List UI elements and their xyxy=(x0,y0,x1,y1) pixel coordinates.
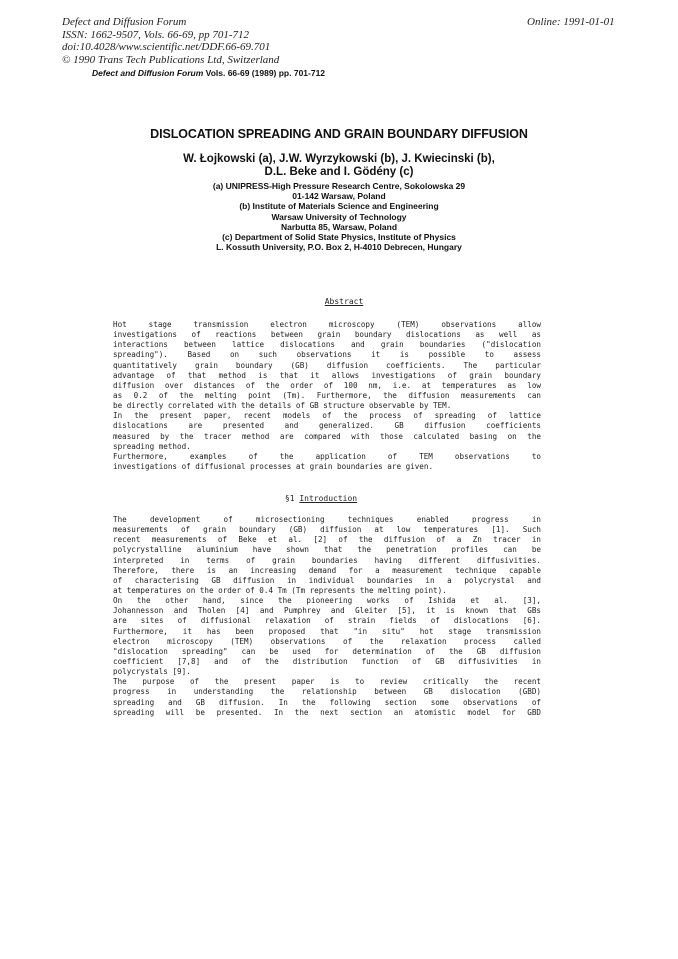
intro-line: On the other hand, since the pioneering works of Ishida et al. [3], xyxy=(113,596,541,606)
introduction-heading-text: Introduction xyxy=(299,494,358,503)
intro-line: polycrystals [9]. xyxy=(113,667,191,677)
abstract-line: spreading method. xyxy=(113,441,191,451)
abstract-line: dislocations are presented and generalized. GB diffusion coefficients xyxy=(113,421,541,431)
section-number: §1 xyxy=(284,494,300,503)
intro-line: Johannesson and Tholen [4] and Pumphrey and Gleiter [5], it is known that GBs xyxy=(113,606,541,616)
introduction-heading xyxy=(0,494,660,503)
intro-line: Furthermore, it has been proposed that "in situ" hot stage transmission xyxy=(113,626,541,636)
intro-line: The development of microsectioning techniques enabled progress in xyxy=(113,515,541,524)
abstract-line: be directly correlated with the details of GB structure observable by TEM. xyxy=(113,401,452,411)
intro-line: spreading will be presented. In the next section an atomistic model for GBD xyxy=(113,707,541,717)
abstract-line: In the present paper, recent models of the process of spreading of lattice xyxy=(113,411,541,421)
abstract-line: Hot stage transmission electron microscopy (TEM) observations allow xyxy=(113,320,541,329)
abstract-line: as 0.2 of the melting point (Tm). Furthermore, the diffusion measurements can xyxy=(113,390,541,400)
abstract-line: diffusion over distances of the order of 100 nm, i.e. at temperatures as low xyxy=(113,380,541,390)
abstract-body xyxy=(113,320,541,472)
intro-line: The purpose of the present paper is to review critically the recent xyxy=(113,677,541,687)
intro-line: spreading and GB diffusion. In the following section some observations of xyxy=(113,697,541,707)
affiliation-line: L. Kossuth University, P.O. Box 2, H-4010 Debrecen, Hungary xyxy=(216,242,462,253)
affiliation-line: Warsaw University of Technology xyxy=(271,211,407,222)
intro-line: "dislocation spreading" can be used for determination of the GB diffusion xyxy=(113,646,541,656)
intro-line: measurements of grain boundary (GB) diffusion at low temperatures [1]. Such xyxy=(113,525,541,535)
abstract-line: Furthermore, examples of the application of TEM observations to xyxy=(113,451,541,461)
journal-name: Defect and Diffusion Forum xyxy=(92,68,204,78)
journal-reference xyxy=(92,68,325,78)
abstract-line: investigations of diffusional processes at grain boundaries are given. xyxy=(113,461,434,471)
intro-line: are sites of diffusional relaxation of strain fields of dislocations [6]. xyxy=(113,616,541,626)
affiliation-line: 01-142 Warsaw, Poland xyxy=(292,191,386,202)
affiliation-line: (b) Institute of Materials Science and Engineering xyxy=(239,201,439,212)
intro-line: coefficient [7,8] and of the distribution function of GB diffusivities in xyxy=(113,656,541,666)
meta-doi: doi:10.4028/www.scientific.net/DDF.66-69.701 xyxy=(62,41,271,53)
abstract-line: advantage of that method is that it allows investigations of grain boundary xyxy=(113,370,541,380)
abstract-heading xyxy=(5,297,678,306)
affiliation-line: (a) UNIPRESS-High Pressure Research Centre, Sokolowska 29 xyxy=(212,181,466,191)
publication-metadata xyxy=(62,16,279,66)
intro-line: electron microscopy (TEM) observations of the relaxation process called xyxy=(113,636,541,646)
abstract-line: spreading"). Based on such observations it is possible to assess xyxy=(113,350,541,360)
abstract-line: interactions between lattice dislocations and grain boundaries ("dislocation xyxy=(113,340,541,350)
intro-line: interpreted in terms of grain boundaries having different diffusivities. xyxy=(113,555,541,565)
intro-line: progress in understanding the relationship between GB dislocation (GBD) xyxy=(113,687,541,697)
affiliation-line: (c) Department of Solid State Physics, Institute of Physics xyxy=(222,232,456,243)
intro-line: Therefore, there is an increasing demand for a measurement technique capable xyxy=(113,565,541,575)
journal-volume: Vols. 66-69 (1989) pp. 701-712 xyxy=(203,68,326,78)
abstract-heading-text: Abstract xyxy=(324,297,364,306)
authors-line-2: D.L. Beke and I. Gödény (c) xyxy=(264,166,414,178)
affiliations xyxy=(0,181,678,252)
meta-issn: ISSN: 1662-9507, Vols. 66-69, pp 701-712 xyxy=(62,28,249,41)
intro-line: polycrystalline aluminium have shown that the penetration profiles can be xyxy=(113,545,541,555)
abstract-line: measured by the tracer method are compared with those calculated basing on the xyxy=(113,431,541,441)
meta-journal: Defect and Diffusion Forum xyxy=(62,16,187,28)
online-date: Online: 1991-01-01 xyxy=(527,16,615,28)
paper-title: DISLOCATION SPREADING AND GRAIN BOUNDARY DIFFUSION xyxy=(150,127,528,141)
authors-line-1: W. Łojkowski (a), J.W. Wyrzykowski (b), J. Kwiecinski (b), xyxy=(183,153,495,165)
intro-line: of characterising GB diffusion in individual boundaries in a polycrystal and xyxy=(113,575,541,585)
abstract-line: quantitatively grain boundary (GB) diffusion coefficients. The particular xyxy=(113,360,541,370)
intro-line: recent measurements of Beke et al. [2] of the diffusion of a Zn tracer in xyxy=(113,535,541,545)
meta-copyright: © 1990 Trans Tech Publications Ltd, Switzerland xyxy=(62,53,280,66)
intro-line: at temperatures on the order of 0.4 Tm (Tm represents the melting point). xyxy=(113,585,447,595)
abstract-line: investigations of reactions between grain boundary dislocations as well as xyxy=(113,330,541,340)
affiliation-line: Narbutta 85, Warsaw, Poland xyxy=(280,221,398,232)
introduction-body xyxy=(113,515,541,718)
